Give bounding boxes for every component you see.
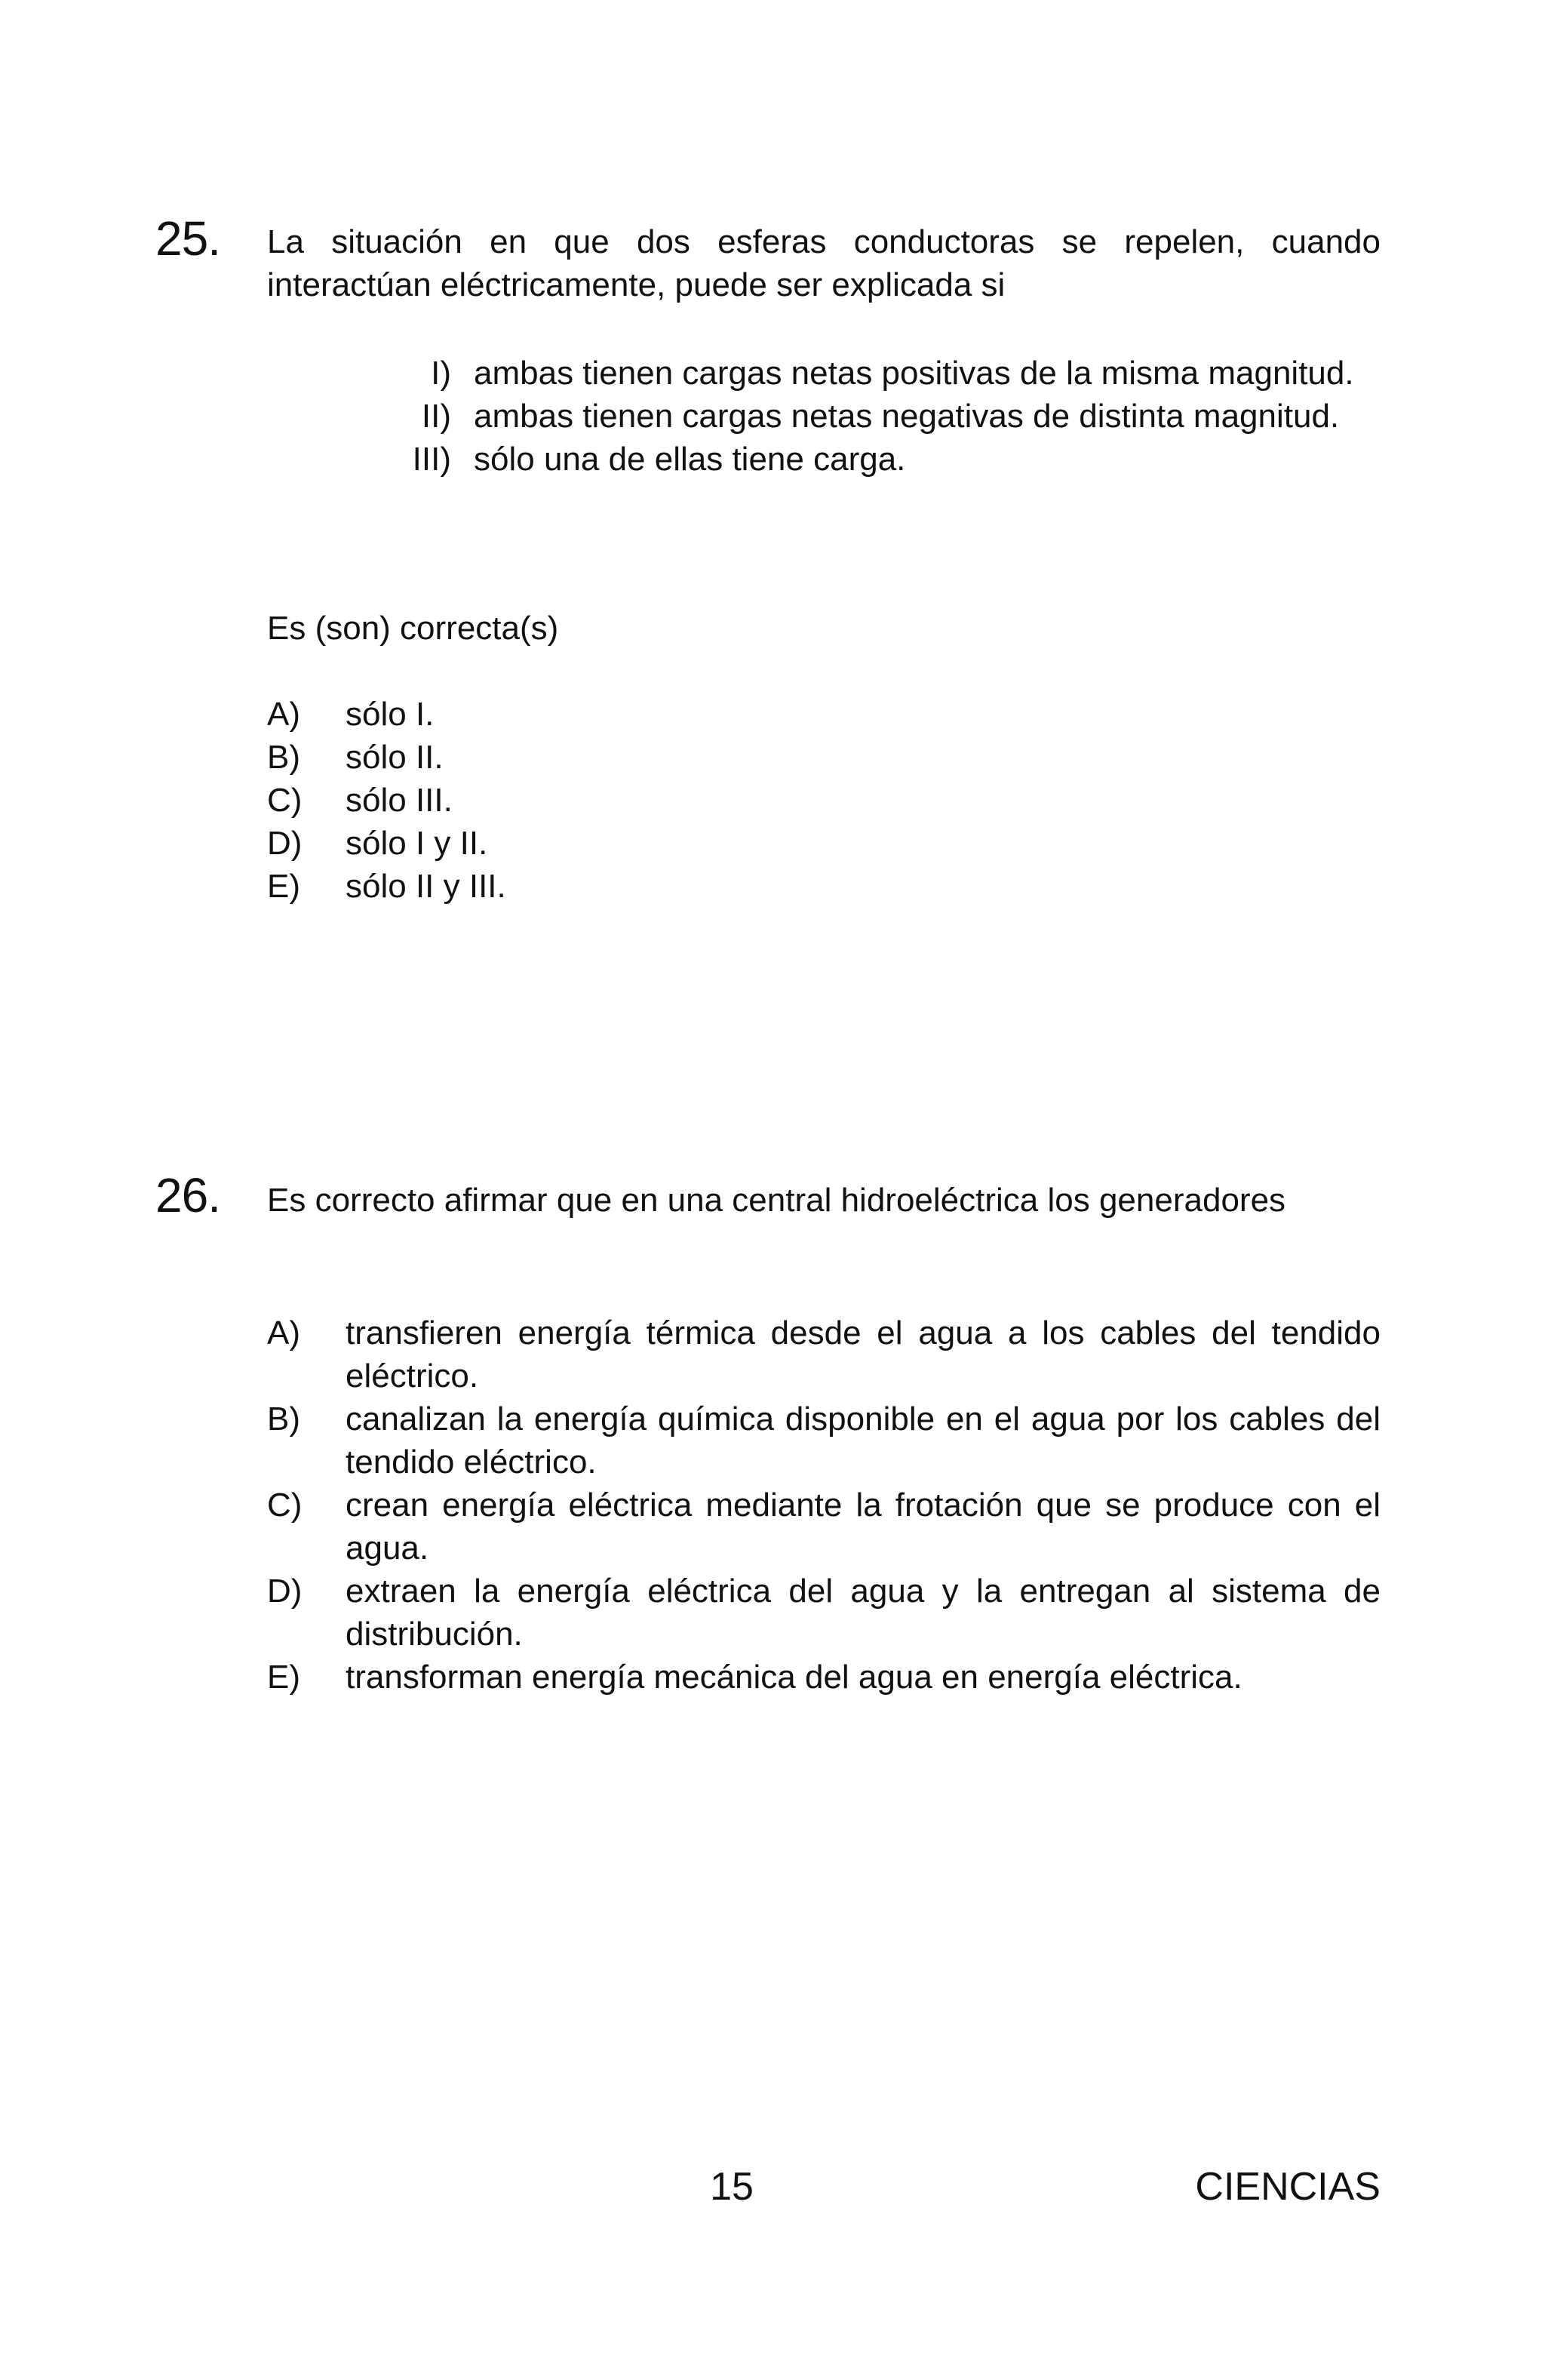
option-letter: C)	[267, 1487, 303, 1524]
option-b[interactable]	[267, 736, 1381, 779]
option-letter: A)	[267, 696, 300, 733]
question-25-statements	[361, 352, 1381, 481]
option-a[interactable]	[267, 1311, 1381, 1398]
question-25-prompt: Es (son) correcta(s)	[267, 610, 559, 647]
option-e[interactable]	[267, 1656, 1381, 1699]
option-text: transfieren energía térmica desde el agua a los cables del tendido eléctrico.	[346, 1315, 1381, 1394]
option-c[interactable]	[267, 779, 1381, 822]
option-b[interactable]	[267, 1398, 1381, 1484]
option-c[interactable]	[267, 1484, 1381, 1570]
option-text: extraen la energía eléctrica del agua y la entregan al sistema de distribución.	[346, 1573, 1381, 1653]
option-letter: B)	[267, 739, 300, 776]
option-text: canalizan la energía química disponible en el agua por los cables del tendido eléctrico.	[346, 1401, 1381, 1481]
option-text: sólo I y II.	[346, 825, 488, 862]
question-26-options	[267, 1311, 1381, 1699]
option-e[interactable]	[267, 865, 1381, 908]
option-letter: C)	[267, 782, 303, 819]
option-letter: E)	[267, 1659, 300, 1696]
option-letter: D)	[267, 1573, 303, 1610]
option-letter: D)	[267, 825, 303, 862]
statement-text: sólo una de ellas tiene carga.	[474, 441, 906, 478]
option-text: sólo II.	[346, 739, 444, 776]
section-label: CIENCIAS	[1195, 2165, 1381, 2209]
option-text: transforman energía mecánica del agua en energía eléctrica.	[346, 1659, 1242, 1696]
question-25-stem: La situación en que dos esferas conductoras se repelen, cuando interactúan eléctricamente, puede ser explicada si	[267, 223, 1381, 303]
statement-marker: III)	[412, 441, 451, 478]
statement-ii	[361, 395, 1381, 438]
statement-text: ambas tienen cargas netas negativas de distinta magnitud.	[474, 398, 1340, 435]
statement-marker: II)	[421, 398, 451, 435]
question-25-number: 25.	[155, 211, 220, 266]
option-text: crean energía eléctrica mediante la frotación que se produce con el agua.	[346, 1487, 1381, 1567]
option-letter: B)	[267, 1401, 300, 1438]
statement-i	[361, 352, 1381, 395]
option-text: sólo III.	[346, 782, 453, 819]
question-26-stem: Es correcto afirmar que en una central hidroeléctrica los generadores	[267, 1182, 1286, 1219]
statement-marker: I)	[431, 355, 451, 392]
option-letter: E)	[267, 868, 300, 905]
question-25-options	[267, 693, 1381, 908]
option-d[interactable]	[267, 822, 1381, 865]
page-number: 15	[710, 2165, 754, 2209]
statement-text: ambas tienen cargas netas positivas de la misma magnitud.	[474, 355, 1354, 392]
option-text: sólo II y III.	[346, 868, 506, 905]
statement-iii	[361, 438, 1381, 481]
option-letter: A)	[267, 1315, 300, 1351]
question-26-number: 26.	[155, 1168, 220, 1222]
option-d[interactable]	[267, 1570, 1381, 1656]
option-text: sólo I.	[346, 696, 435, 733]
option-a[interactable]	[267, 693, 1381, 736]
